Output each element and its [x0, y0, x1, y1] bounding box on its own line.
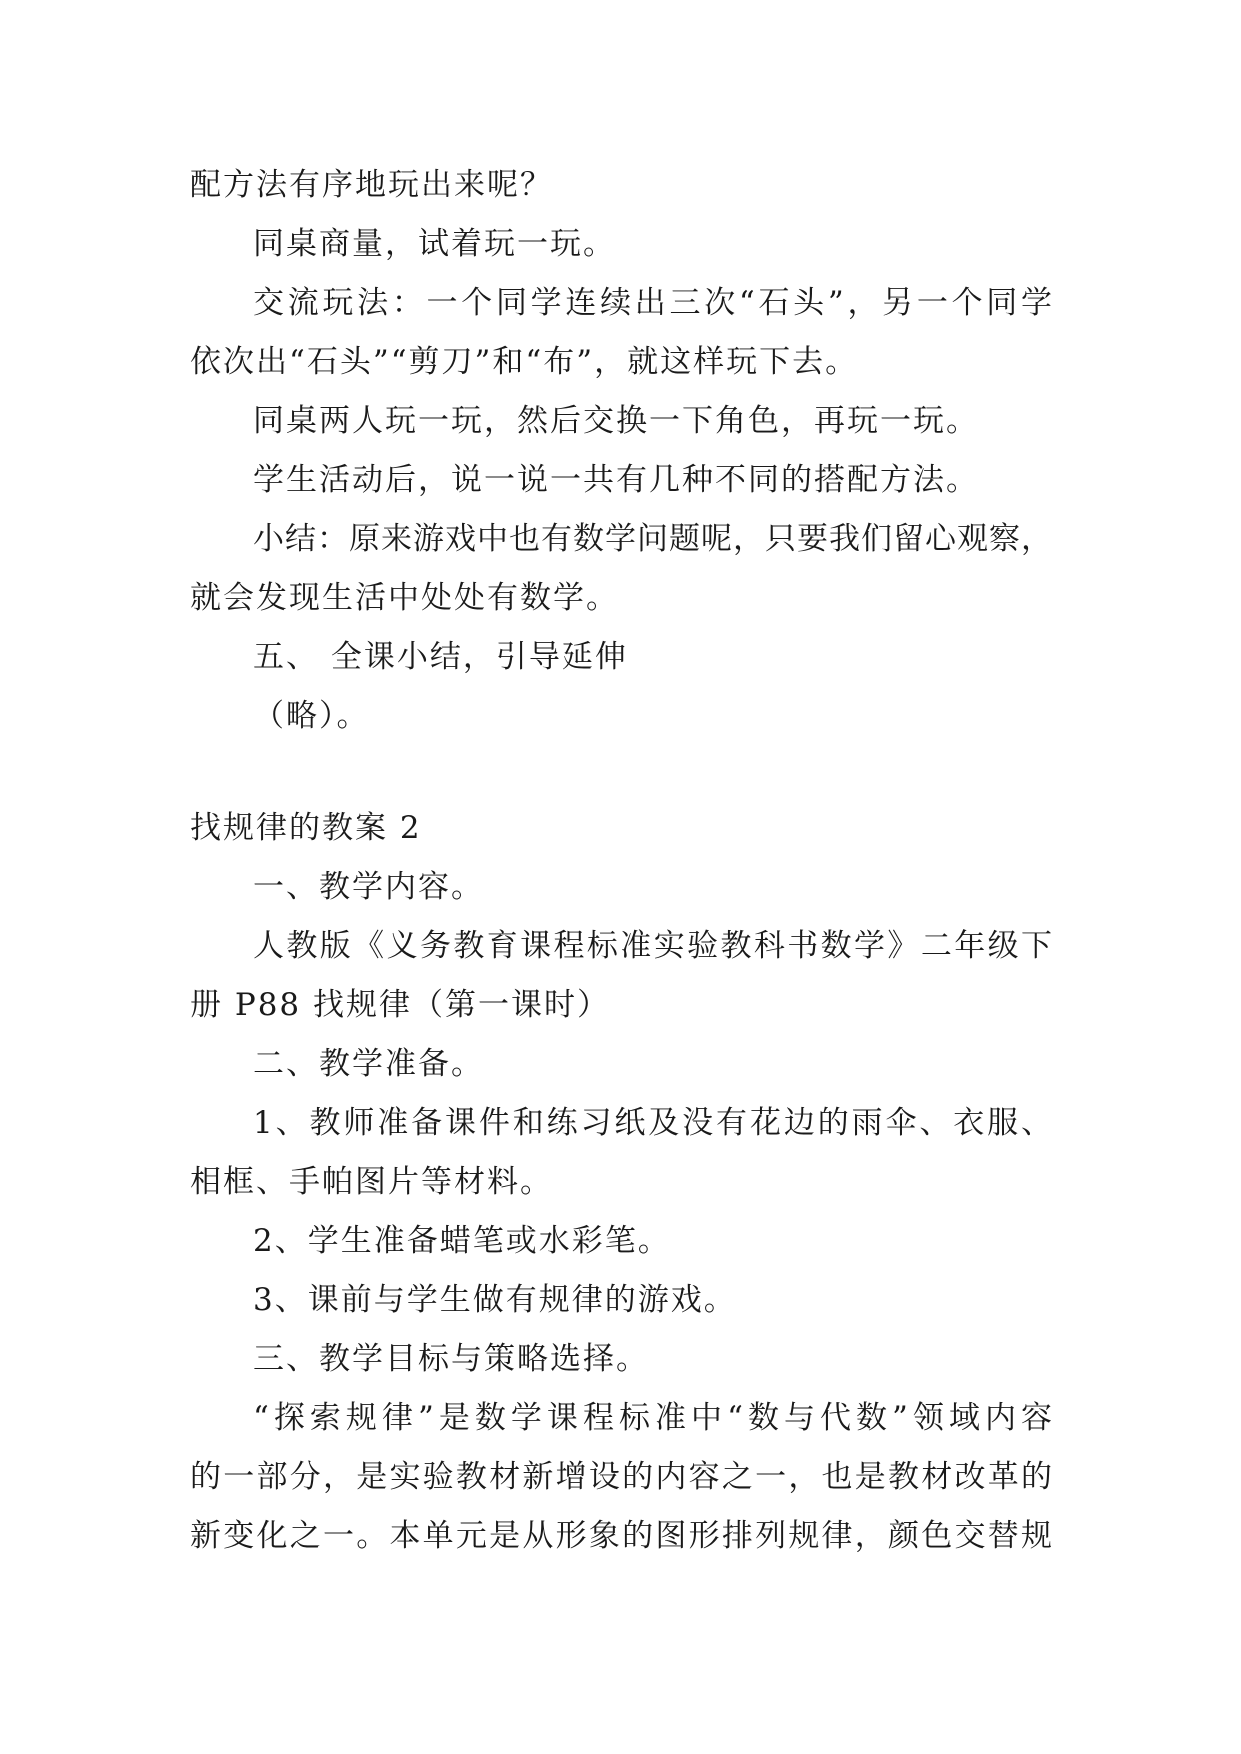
- text-line: 册 P88 找规律（第一课时）: [190, 987, 611, 1023]
- text-line: 交流玩法：一个同学连续出三次“石头”，另一个同学: [253, 285, 1052, 321]
- text-line: 3、课前与学生做有规律的游戏。: [253, 1282, 737, 1318]
- text-line: 同桌商量，试着玩一玩。: [253, 226, 616, 262]
- text-line: 2、学生准备蜡笔或水彩笔。: [253, 1223, 671, 1259]
- section-heading: 二、教学准备。: [253, 1046, 484, 1082]
- text-line: 1、教师准备课件和练习纸及没有花边的雨伞、衣服、: [253, 1105, 1052, 1141]
- text-line: 的一部分，是实验教材新增设的内容之一，也是教材改革的: [190, 1459, 1052, 1495]
- text-line: 新变化之一。本单元是从形象的图形排列规律，颜色交替规: [190, 1518, 1052, 1554]
- section-heading: 五、 全课小结，引导延伸: [253, 639, 628, 675]
- text-line: 配方法有序地玩出来呢？: [190, 167, 553, 203]
- document-title: 找规律的教案 2: [190, 810, 422, 846]
- text-line: （略）。: [253, 698, 370, 734]
- section-heading: 三、教学目标与策略选择。: [253, 1341, 649, 1377]
- text-line: 人教版《义务教育课程标准实验教科书数学》二年级下: [253, 928, 1052, 964]
- text-line: 同桌两人玩一玩，然后交换一下角色，再玩一玩。: [253, 403, 979, 439]
- text-line: 依次出“石头”“剪刀”和“布”，就这样玩下去。: [190, 344, 859, 380]
- text-line: 就会发现生活中处处有数学。: [190, 580, 619, 616]
- text-line: 学生活动后，说一说一共有几种不同的搭配方法。: [253, 462, 979, 498]
- text-line: 小结：原来游戏中也有数学问题呢，只要我们留心观察，: [253, 521, 1052, 557]
- text-line: “探索规律”是数学课程标准中“数与代数”领域内容: [253, 1400, 1052, 1436]
- section-heading: 一、教学内容。: [253, 869, 484, 905]
- text-line: 相框、手帕图片等材料。: [190, 1164, 553, 1200]
